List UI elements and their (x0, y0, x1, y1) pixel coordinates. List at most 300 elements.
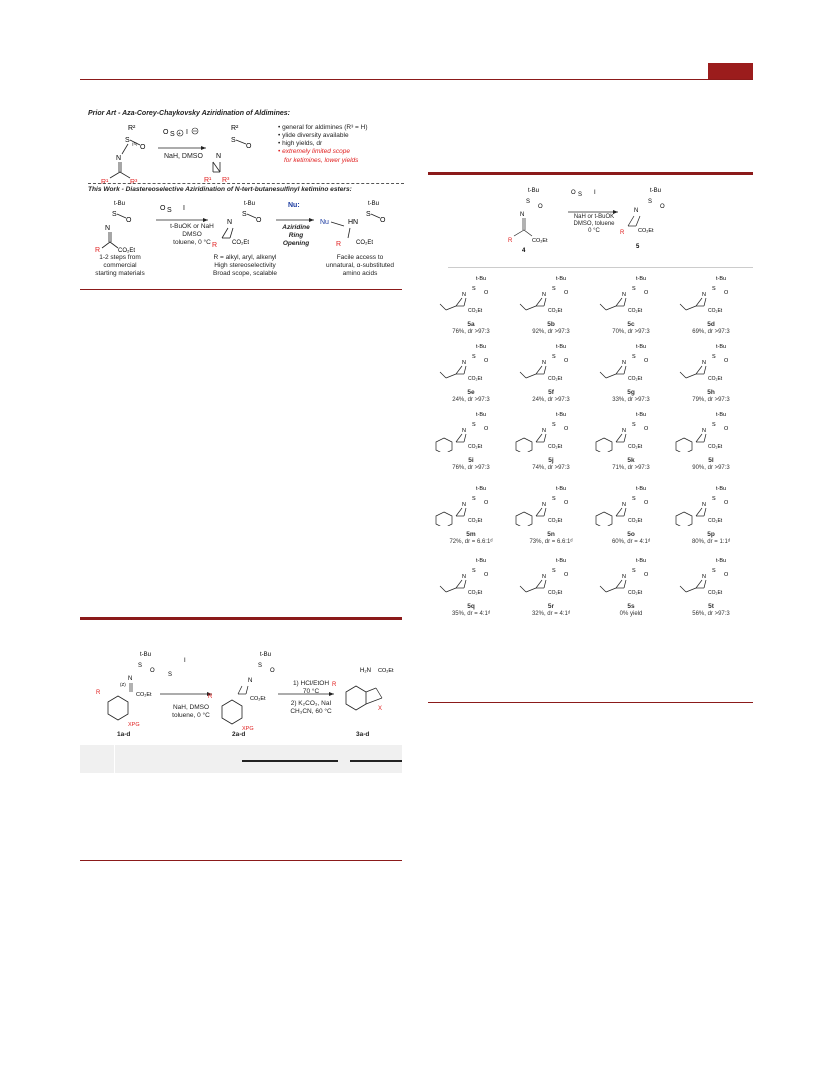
svg-text:O: O (246, 143, 252, 150)
svg-text:CO₂Et: CO₂Et (628, 518, 643, 524)
table-header-band (80, 745, 402, 773)
svg-text:R: R (620, 230, 625, 236)
svg-text:S: S (552, 422, 556, 428)
structure-5g (592, 340, 670, 384)
compound-yield: 33%, dr >97:3 (612, 397, 650, 404)
svg-text:CO₂Et: CO₂Et (628, 308, 643, 314)
svg-text:N: N (702, 428, 706, 434)
svg-text:CO₂Et: CO₂Et (468, 376, 483, 382)
structure-5q (432, 554, 510, 598)
svg-text:N: N (542, 360, 546, 366)
svg-text:CO₂Et: CO₂Et (468, 590, 483, 596)
right-scheme-reagents (563, 214, 625, 236)
svg-text:S: S (578, 192, 583, 198)
svg-text:O: O (484, 500, 489, 506)
svg-text:S: S (472, 568, 476, 574)
svg-text:S: S (648, 199, 653, 205)
svg-text:S: S (712, 422, 716, 428)
svg-text:CO₂Et: CO₂Et (628, 444, 643, 450)
svg-text:N: N (702, 502, 706, 508)
svg-text:t-Bu: t-Bu (636, 412, 647, 418)
compound-id: 5o (627, 531, 635, 538)
svg-text:S: S (712, 568, 716, 574)
svg-text:O: O (140, 144, 146, 151)
scheme-top-rule (80, 289, 402, 290)
right-scheme-top-rule (428, 172, 753, 175)
compound-id: 5t (708, 603, 714, 610)
svg-text:t-Bu: t-Bu (476, 276, 487, 282)
svg-text:O: O (380, 217, 386, 224)
compound-yield: 69%, dr >97:3 (692, 329, 730, 336)
structure-5j (512, 408, 590, 452)
svg-text:t-Bu: t-Bu (476, 412, 487, 418)
compound-yield: 24%, dr >97:3 (452, 397, 490, 404)
svg-text:CO₂Et: CO₂Et (708, 590, 723, 596)
compound-yield: 24%, dr >97:3 (532, 397, 570, 404)
compound-yield: 70%, dr >97:3 (612, 329, 650, 336)
compound-5j (512, 408, 590, 480)
compound-5i (432, 408, 510, 480)
compound-id: 5a (467, 321, 475, 328)
svg-text:R²: R² (231, 125, 239, 132)
compound-5n (512, 482, 590, 552)
mid-note-2: High stereoselectivity (214, 261, 276, 269)
structure-5d (672, 272, 750, 316)
svg-text:S: S (552, 496, 556, 502)
svg-text:HN: HN (348, 219, 359, 226)
svg-text:S: S (170, 131, 175, 138)
svg-text:S: S (632, 286, 636, 292)
mid-note-3: Broad scope, scalable (213, 269, 277, 277)
compound-id: 5e (467, 389, 475, 396)
svg-text:N: N (462, 292, 466, 298)
svg-text:O: O (644, 290, 649, 296)
svg-text:R²: R² (128, 125, 136, 132)
compound-id: 5n (547, 531, 555, 538)
structure-5c (592, 272, 670, 316)
svg-text:I: I (186, 129, 188, 136)
compound-id: 5m (466, 531, 476, 538)
compound-id: 5s (627, 603, 635, 610)
svg-text:O: O (564, 572, 569, 578)
svg-text:N: N (216, 153, 222, 160)
compound-5a (432, 272, 510, 338)
ring-opening-1: Aziridine (282, 224, 310, 231)
svg-text:N: N (622, 574, 626, 580)
compound-id: 5k (627, 457, 635, 464)
svg-text:S: S (552, 286, 556, 292)
svg-text:S: S (242, 211, 247, 218)
compound-5c (592, 272, 670, 338)
header-tag (708, 63, 753, 79)
svg-text:O: O (644, 358, 649, 364)
right-note-1: Facile access to (336, 254, 384, 261)
structure-5t (672, 554, 750, 598)
svg-text:(S): (S) (132, 141, 138, 146)
bullet-5: for ketimines, lower yields (284, 156, 359, 164)
svg-text:S: S (632, 568, 636, 574)
left-note-2: commercial (103, 261, 137, 269)
svg-text:N: N (622, 360, 626, 366)
svg-text:t-Bu: t-Bu (636, 344, 647, 350)
svg-text:N: N (542, 502, 546, 508)
bullet-3: • high yields, dr (278, 140, 323, 148)
svg-text:O: O (126, 217, 132, 224)
bottom-scheme-rule (80, 860, 402, 861)
svg-text:t-Bu: t-Bu (114, 201, 126, 207)
svg-text:O: O (484, 358, 489, 364)
product-label: 5 (636, 244, 640, 250)
svg-text:N: N (248, 678, 253, 684)
svg-text:N: N (462, 428, 466, 434)
svg-text:N: N (622, 292, 626, 298)
start-label: 4 (522, 248, 526, 254)
svg-text:R: R (332, 682, 337, 688)
svg-text:O: O (270, 668, 275, 674)
svg-text:O: O (163, 129, 169, 136)
structure-5s (592, 554, 670, 598)
svg-text:N: N (462, 502, 466, 508)
svg-text:CO₂Et: CO₂Et (548, 376, 563, 382)
this-work-reagent (162, 223, 222, 246)
svg-text:N: N (227, 219, 233, 226)
svg-text:S: S (168, 672, 173, 678)
structure-5p (672, 482, 750, 526)
compound-yield: 74%, dr >97:3 (532, 465, 570, 472)
nu-label: Nu: (288, 202, 300, 209)
prior-art-bullets (278, 124, 368, 165)
dotted-divider (88, 183, 404, 184)
svg-text:I: I (184, 658, 186, 664)
right-scheme-bottom-rule (428, 702, 753, 703)
prior-art-title: Prior Art - Aza-Corey-Chaykovsky Aziridination of Aldimines: (88, 110, 290, 117)
svg-text:CO₂Et: CO₂Et (548, 444, 563, 450)
compound-id: 5f (548, 389, 554, 396)
structure-5e (432, 340, 510, 384)
bottom-scheme-structures (80, 646, 402, 756)
svg-text:O: O (538, 204, 543, 210)
right-note-2: unnatural, α-substituted (325, 261, 395, 269)
svg-text:CO₂Et: CO₂Et (468, 518, 483, 524)
svg-text:S: S (138, 663, 143, 669)
svg-text:S: S (366, 211, 371, 218)
svg-text:N: N (105, 225, 111, 232)
svg-text:N: N (542, 292, 546, 298)
svg-text:N: N (702, 574, 706, 580)
svg-text:I: I (594, 190, 596, 196)
svg-text:N: N (462, 574, 466, 580)
structure-5r (512, 554, 590, 598)
compound-5g (592, 340, 670, 406)
bottom-reagent-1 (158, 704, 224, 720)
table-header-rule-1 (242, 760, 338, 762)
svg-text:CO₂Et: CO₂Et (548, 590, 563, 596)
right-reagent-1: NaH or t-BuOK (573, 214, 615, 220)
svg-text:t-Bu: t-Bu (528, 188, 540, 194)
compound-id: 5i (468, 457, 474, 464)
svg-text:t-Bu: t-Bu (368, 201, 380, 207)
svg-text:CO₂Et: CO₂Et (708, 518, 723, 524)
compound-id: 5q (467, 603, 475, 610)
svg-text:O: O (724, 290, 729, 296)
svg-text:t-Bu: t-Bu (716, 412, 727, 418)
svg-text:R: R (336, 241, 342, 248)
bullet-4: • extremely limited scope (278, 148, 350, 156)
svg-text:N: N (128, 676, 133, 682)
svg-text:R¹: R¹ (101, 179, 109, 186)
svg-text:N: N (702, 292, 706, 298)
svg-text:t-Bu: t-Bu (556, 486, 567, 492)
compound-yield: 0% yield (619, 611, 643, 618)
svg-text:CO₂Et: CO₂Et (468, 308, 483, 314)
structure-5o (592, 482, 670, 526)
svg-text:O: O (484, 572, 489, 578)
svg-text:t-Bu: t-Bu (140, 652, 152, 658)
svg-text:t-Bu: t-Bu (556, 558, 567, 564)
svg-text:(Z): (Z) (120, 682, 126, 687)
compound-5t (672, 554, 750, 620)
svg-text:CO₂Et: CO₂Et (628, 590, 643, 596)
left-note-1: 1-2 steps from (99, 254, 141, 261)
svg-text:S: S (125, 137, 130, 144)
svg-text:S: S (231, 137, 236, 144)
svg-text:t-Bu: t-Bu (716, 344, 727, 350)
bottom-reagent-2-line-4: CH₃CN, 60 °C (290, 708, 332, 716)
ring-opening-label (276, 224, 316, 247)
svg-text:N: N (542, 428, 546, 434)
header-rule (80, 79, 753, 80)
compound-yield: 72%, dr = 6.6:1ᵈ (449, 539, 493, 546)
structure-5f (512, 340, 590, 384)
compound-yield: 90%, dr >97:3 (692, 465, 730, 472)
reagent-this-1: t-BuOK or NaH (170, 223, 214, 230)
compound-5p (672, 482, 750, 552)
bottom-reagent-2-line-1: 1) HCl/EtOH (292, 680, 330, 687)
right-note-3: amino acids (342, 269, 378, 277)
svg-text:O: O (160, 205, 166, 212)
svg-text:R: R (508, 238, 513, 244)
compound-yield: 73%, dr = 6.6:1ᵈ (529, 539, 573, 546)
svg-text:R³: R³ (130, 179, 138, 186)
svg-text:O: O (644, 426, 649, 432)
svg-text:CO₂Et: CO₂Et (468, 444, 483, 450)
compound-id: 5r (547, 603, 555, 610)
compound-5r (512, 554, 590, 620)
svg-text:CO₂Et: CO₂Et (532, 238, 548, 244)
compound-id: 5l (708, 457, 714, 464)
compound-id: 5c (627, 321, 635, 328)
svg-text:CO₂Et: CO₂Et (232, 240, 249, 246)
svg-text:S: S (526, 199, 531, 205)
right-reagent-2: DMSO, toluene (573, 221, 615, 228)
table-header-divider (114, 745, 115, 773)
svg-text:O: O (564, 358, 569, 364)
bullet-2: • ylide diversity available (278, 132, 349, 140)
svg-text:R: R (212, 242, 218, 249)
structure-5m (432, 482, 510, 526)
svg-text:t-Bu: t-Bu (636, 276, 647, 282)
scheme-top (88, 110, 404, 286)
svg-text:O: O (150, 668, 155, 674)
svg-text:I: I (183, 205, 185, 212)
svg-text:S: S (472, 422, 476, 428)
svg-text:t-Bu: t-Bu (650, 188, 662, 194)
svg-text:S: S (632, 354, 636, 360)
svg-text:X: X (378, 706, 383, 712)
svg-text:S: S (112, 211, 117, 218)
svg-text:N: N (634, 208, 639, 214)
compound-5s (592, 554, 670, 620)
svg-text:O: O (484, 290, 489, 296)
right-note (316, 254, 404, 277)
svg-text:N: N (520, 212, 525, 218)
compound-grid (432, 272, 757, 632)
compound-yield: 76%, dr >97:3 (452, 465, 490, 472)
svg-text:S: S (472, 286, 476, 292)
compound-5f (512, 340, 590, 406)
svg-text:S: S (552, 568, 556, 574)
svg-text:S: S (632, 496, 636, 502)
reagent-this-3: toluene, 0 °C (173, 238, 211, 246)
svg-text:+: + (178, 131, 181, 137)
svg-text:S: S (258, 663, 263, 669)
structure-5a (432, 272, 510, 316)
svg-text:S: S (552, 354, 556, 360)
svg-text:S: S (472, 354, 476, 360)
svg-text:t-Bu: t-Bu (636, 486, 647, 492)
svg-text:S: S (712, 496, 716, 502)
bottom-reagent-2-line-3: 2) K₂CO₃, NaI (290, 700, 332, 708)
bottom-scheme-top-rule (80, 617, 402, 620)
structure-5b (512, 272, 590, 316)
svg-text:N: N (462, 360, 466, 366)
table-header-rule-2 (350, 760, 402, 762)
svg-text:CO₂Et: CO₂Et (136, 692, 152, 698)
svg-text:CO₂Et: CO₂Et (356, 240, 373, 246)
label-3a-d: 3a-d (356, 731, 370, 738)
svg-text:H₂N: H₂N (360, 668, 371, 674)
svg-text:N: N (702, 360, 706, 366)
prior-art-reagent: NaH, DMSO (164, 153, 203, 160)
svg-text:S: S (472, 496, 476, 502)
svg-text:t-Bu: t-Bu (556, 412, 567, 418)
svg-text:CO₂Et: CO₂Et (548, 518, 563, 524)
svg-text:XPG: XPG (128, 722, 140, 728)
compound-yield: 79%, dr >97:3 (692, 397, 730, 404)
bottom-reagent-2 (278, 680, 344, 717)
svg-text:t-Bu: t-Bu (716, 486, 727, 492)
right-reagent-3: 0 °C (588, 228, 600, 235)
compound-5b (512, 272, 590, 338)
svg-text:S: S (712, 354, 716, 360)
bottom-reagent-1-line-2: toluene, 0 °C (172, 712, 210, 720)
structure-5l (672, 408, 750, 452)
svg-text:R: R (95, 247, 101, 254)
svg-text:CO₂Et: CO₂Et (628, 376, 643, 382)
reagent-this-2: DMSO (182, 230, 202, 238)
svg-text:R³: R³ (222, 177, 230, 184)
svg-text:t-Bu: t-Bu (636, 558, 647, 564)
structure-5i (432, 408, 510, 452)
svg-text:CO₂Et: CO₂Et (548, 308, 563, 314)
svg-text:t-Bu: t-Bu (244, 201, 256, 207)
bullet-1: • general for aldimines (R³ = H) (278, 124, 368, 131)
mid-note-1: R = alkyl, aryl, alkenyl (213, 254, 277, 261)
svg-text:R: R (208, 694, 213, 700)
svg-text:O: O (564, 500, 569, 506)
svg-text:t-Bu: t-Bu (556, 344, 567, 350)
svg-text:CO₂Et: CO₂Et (708, 308, 723, 314)
left-note-3: starting materials (95, 269, 145, 277)
compound-id: 5b (547, 321, 555, 328)
svg-text:CO₂Et: CO₂Et (708, 376, 723, 382)
compound-yield: 32%, dr = 4:1ᵈ (531, 611, 571, 618)
svg-text:CO₂Et: CO₂Et (250, 696, 266, 702)
svg-text:N: N (622, 502, 626, 508)
structure-5h (672, 340, 750, 384)
svg-text:N: N (542, 574, 546, 580)
compound-5l (672, 408, 750, 480)
svg-text:CO₂Et: CO₂Et (378, 668, 394, 674)
compound-id: 5p (707, 531, 715, 538)
svg-text:N: N (116, 155, 122, 162)
svg-text:t-Bu: t-Bu (476, 344, 487, 350)
svg-text:t-Bu: t-Bu (260, 652, 272, 658)
structure-5n (512, 482, 590, 526)
compound-yield: 92%, dr >97:3 (532, 329, 570, 336)
svg-text:O: O (256, 217, 262, 224)
compound-5h (672, 340, 750, 406)
svg-text:XPG: XPG (242, 726, 254, 732)
ring-opening-2: Ring Opening (282, 231, 310, 247)
compound-5o (592, 482, 670, 552)
svg-text:t-Bu: t-Bu (716, 276, 727, 282)
compound-5d (672, 272, 750, 338)
bottom-reagent-2-line-2: 70 °C (302, 688, 320, 696)
svg-text:O: O (724, 500, 729, 506)
compound-5k (592, 408, 670, 480)
this-work-title: This Work - Diastereoselective Aziridination of N-tert-butanesulfinyl ketimino esters: (88, 186, 352, 193)
svg-text:S: S (712, 286, 716, 292)
left-note (88, 254, 152, 277)
svg-text:O: O (644, 500, 649, 506)
svg-text:R¹: R¹ (204, 177, 212, 184)
compound-5e (432, 340, 510, 406)
svg-text:S: S (167, 207, 172, 214)
compound-yield: 35%, dr = 4:1ᵈ (451, 611, 491, 618)
svg-text:O: O (564, 290, 569, 296)
compound-id: 5g (627, 389, 635, 396)
svg-text:O: O (644, 572, 649, 578)
compound-yield: 76%, dr >97:3 (452, 329, 490, 336)
svg-text:t-Bu: t-Bu (716, 558, 727, 564)
svg-text:O: O (564, 426, 569, 432)
label-2a-d: 2a-d (232, 731, 246, 738)
svg-text:CO₂Et: CO₂Et (638, 228, 654, 234)
compound-id: 5d (707, 321, 715, 328)
compound-yield: 80%, dr = 1:1ᵈ (691, 539, 731, 546)
svg-text:O: O (724, 426, 729, 432)
svg-text:R: R (96, 690, 101, 696)
compound-yield: 60%, dr = 4:1ᵈ (611, 539, 651, 546)
compound-5q (432, 554, 510, 620)
svg-text:O: O (660, 204, 665, 210)
structure-5k (592, 408, 670, 452)
svg-text:t-Bu: t-Bu (476, 486, 487, 492)
compound-yield: 56%, dr >97:3 (692, 611, 730, 618)
svg-text:Nu: Nu (320, 219, 329, 226)
svg-text:t-Bu: t-Bu (476, 558, 487, 564)
